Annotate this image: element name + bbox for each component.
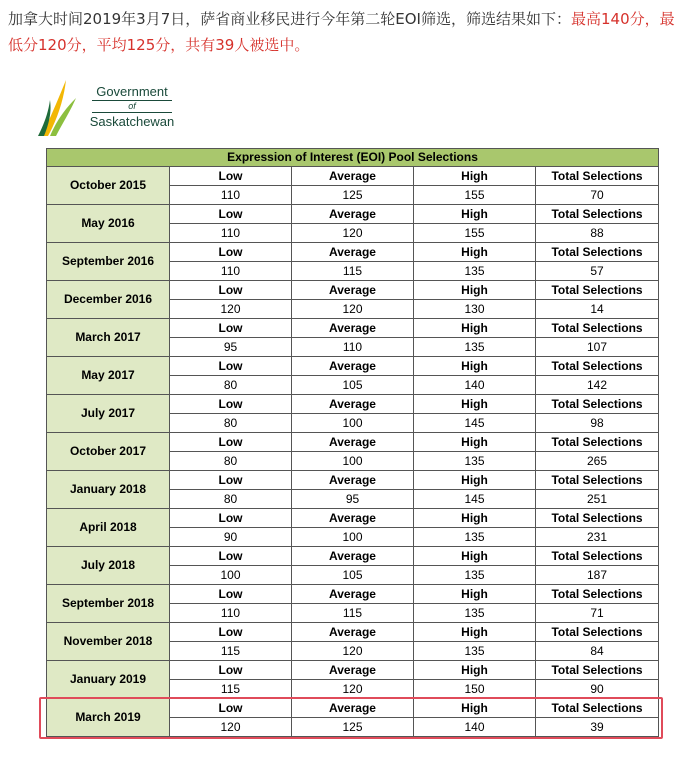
low-value: 110 <box>170 224 292 243</box>
low-value: 115 <box>170 680 292 699</box>
average-header: Average <box>292 699 414 718</box>
low-header: Low <box>170 471 292 490</box>
logo-line-saskatchewan: Saskatchewan <box>89 114 175 129</box>
intro-paragraph <box>8 6 688 58</box>
low-header: Low <box>170 281 292 300</box>
average-header: Average <box>292 319 414 338</box>
low-value: 95 <box>170 338 292 357</box>
table-header-row <box>47 509 659 528</box>
total-selections-value: 98 <box>536 414 659 433</box>
total-selections-header: Total Selections <box>536 623 659 642</box>
total-selections-header: Total Selections <box>536 585 659 604</box>
average-value: 125 <box>292 718 414 737</box>
table-title: Expression of Interest (EOI) Pool Selections <box>47 149 659 167</box>
total-selections-value: 84 <box>536 642 659 661</box>
low-header: Low <box>170 243 292 262</box>
low-value: 115 <box>170 642 292 661</box>
table-header-row <box>47 547 659 566</box>
average-header: Average <box>292 243 414 262</box>
high-header: High <box>414 509 536 528</box>
average-header: Average <box>292 585 414 604</box>
total-selections-value: 90 <box>536 680 659 699</box>
total-selections-header: Total Selections <box>536 509 659 528</box>
high-value: 140 <box>414 376 536 395</box>
average-value: 115 <box>292 604 414 623</box>
period-cell: October 2015 <box>47 167 170 205</box>
low-header: Low <box>170 623 292 642</box>
average-value: 125 <box>292 186 414 205</box>
table-header-row <box>47 623 659 642</box>
high-value: 140 <box>414 718 536 737</box>
total-selections-value: 14 <box>536 300 659 319</box>
total-selections-value: 265 <box>536 452 659 471</box>
low-value: 120 <box>170 300 292 319</box>
high-header: High <box>414 395 536 414</box>
period-cell: March 2017 <box>47 319 170 357</box>
high-value: 155 <box>414 224 536 243</box>
average-value: 120 <box>292 642 414 661</box>
low-value: 110 <box>170 604 292 623</box>
total-selections-value: 231 <box>536 528 659 547</box>
total-selections-header: Total Selections <box>536 205 659 224</box>
period-cell: April 2018 <box>47 509 170 547</box>
high-value: 130 <box>414 300 536 319</box>
average-value: 100 <box>292 528 414 547</box>
high-header: High <box>414 433 536 452</box>
high-value: 155 <box>414 186 536 205</box>
intro-text: 加拿大时间2019年3月7日，萨省商业移民进行今年第二轮EOI筛选，筛选结果如下： <box>8 10 571 28</box>
period-cell: December 2016 <box>47 281 170 319</box>
high-header: High <box>414 243 536 262</box>
table-header-row <box>47 319 659 338</box>
high-header: High <box>414 585 536 604</box>
low-value: 80 <box>170 376 292 395</box>
high-value: 135 <box>414 604 536 623</box>
eoi-selections-table <box>46 148 659 737</box>
high-value: 135 <box>414 528 536 547</box>
low-header: Low <box>170 699 292 718</box>
average-value: 95 <box>292 490 414 509</box>
average-header: Average <box>292 281 414 300</box>
average-header: Average <box>292 433 414 452</box>
total-selections-header: Total Selections <box>536 395 659 414</box>
period-cell: October 2017 <box>47 433 170 471</box>
low-value: 120 <box>170 718 292 737</box>
high-header: High <box>414 623 536 642</box>
average-value: 100 <box>292 414 414 433</box>
total-selections-value: 71 <box>536 604 659 623</box>
average-value: 120 <box>292 224 414 243</box>
low-value: 110 <box>170 186 292 205</box>
high-value: 135 <box>414 262 536 281</box>
period-cell: March 2019 <box>47 699 170 737</box>
average-value: 120 <box>292 680 414 699</box>
average-header: Average <box>292 167 414 186</box>
high-value: 145 <box>414 490 536 509</box>
low-header: Low <box>170 395 292 414</box>
high-header: High <box>414 205 536 224</box>
high-value: 135 <box>414 566 536 585</box>
logo-line-government: Government <box>96 84 168 99</box>
logo-line-of: of <box>92 100 172 113</box>
total-selections-value: 142 <box>536 376 659 395</box>
total-selections-value: 88 <box>536 224 659 243</box>
total-selections-header: Total Selections <box>536 547 659 566</box>
intro-highlight-text: 最高140分，最低分120分，平均125分，共有39人被选中。 <box>8 10 675 54</box>
high-header: High <box>414 167 536 186</box>
total-selections-header: Total Selections <box>536 167 659 186</box>
table-header-row <box>47 585 659 604</box>
high-value: 145 <box>414 414 536 433</box>
table-header-row <box>47 357 659 376</box>
high-header: High <box>414 471 536 490</box>
table-header-row <box>47 395 659 414</box>
total-selections-value: 107 <box>536 338 659 357</box>
total-selections-header: Total Selections <box>536 243 659 262</box>
low-header: Low <box>170 547 292 566</box>
total-selections-value: 187 <box>536 566 659 585</box>
table-header-row <box>47 471 659 490</box>
average-header: Average <box>292 661 414 680</box>
period-cell: May 2016 <box>47 205 170 243</box>
low-header: Low <box>170 585 292 604</box>
high-header: High <box>414 319 536 338</box>
period-cell: July 2018 <box>47 547 170 585</box>
low-header: Low <box>170 205 292 224</box>
high-header: High <box>414 357 536 376</box>
low-header: Low <box>170 433 292 452</box>
period-cell: January 2019 <box>47 661 170 699</box>
high-value: 135 <box>414 338 536 357</box>
table-header-row <box>47 167 659 186</box>
high-header: High <box>414 661 536 680</box>
total-selections-header: Total Selections <box>536 699 659 718</box>
average-header: Average <box>292 547 414 566</box>
low-header: Low <box>170 357 292 376</box>
low-value: 80 <box>170 414 292 433</box>
average-header: Average <box>292 509 414 528</box>
high-header: High <box>414 281 536 300</box>
total-selections-header: Total Selections <box>536 319 659 338</box>
table-header-row <box>47 281 659 300</box>
average-value: 105 <box>292 376 414 395</box>
low-value: 100 <box>170 566 292 585</box>
period-cell: September 2018 <box>47 585 170 623</box>
high-header: High <box>414 547 536 566</box>
average-value: 110 <box>292 338 414 357</box>
average-header: Average <box>292 357 414 376</box>
low-header: Low <box>170 319 292 338</box>
high-value: 135 <box>414 452 536 471</box>
low-value: 80 <box>170 452 292 471</box>
period-cell: May 2017 <box>47 357 170 395</box>
total-selections-header: Total Selections <box>536 661 659 680</box>
low-value: 80 <box>170 490 292 509</box>
total-selections-header: Total Selections <box>536 281 659 300</box>
table-header-row <box>47 205 659 224</box>
total-selections-value: 39 <box>536 718 659 737</box>
logo-wordmark <box>82 84 182 129</box>
total-selections-value: 70 <box>536 186 659 205</box>
average-value: 120 <box>292 300 414 319</box>
average-value: 100 <box>292 452 414 471</box>
table-header-row <box>47 433 659 452</box>
average-value: 115 <box>292 262 414 281</box>
high-value: 135 <box>414 642 536 661</box>
low-value: 90 <box>170 528 292 547</box>
average-value: 105 <box>292 566 414 585</box>
period-cell: November 2018 <box>47 623 170 661</box>
highlight-box-march-2019 <box>39 697 663 739</box>
period-cell: July 2017 <box>47 395 170 433</box>
low-header: Low <box>170 661 292 680</box>
average-header: Average <box>292 205 414 224</box>
low-header: Low <box>170 167 292 186</box>
table-header-row <box>47 661 659 680</box>
total-selections-value: 251 <box>536 490 659 509</box>
average-header: Average <box>292 395 414 414</box>
low-value: 110 <box>170 262 292 281</box>
high-value: 150 <box>414 680 536 699</box>
period-cell: September 2016 <box>47 243 170 281</box>
period-cell: January 2018 <box>47 471 170 509</box>
total-selections-value: 57 <box>536 262 659 281</box>
total-selections-header: Total Selections <box>536 357 659 376</box>
table-header-row <box>47 243 659 262</box>
total-selections-header: Total Selections <box>536 471 659 490</box>
low-header: Low <box>170 509 292 528</box>
average-header: Average <box>292 623 414 642</box>
average-header: Average <box>292 471 414 490</box>
high-header: High <box>414 699 536 718</box>
total-selections-header: Total Selections <box>536 433 659 452</box>
